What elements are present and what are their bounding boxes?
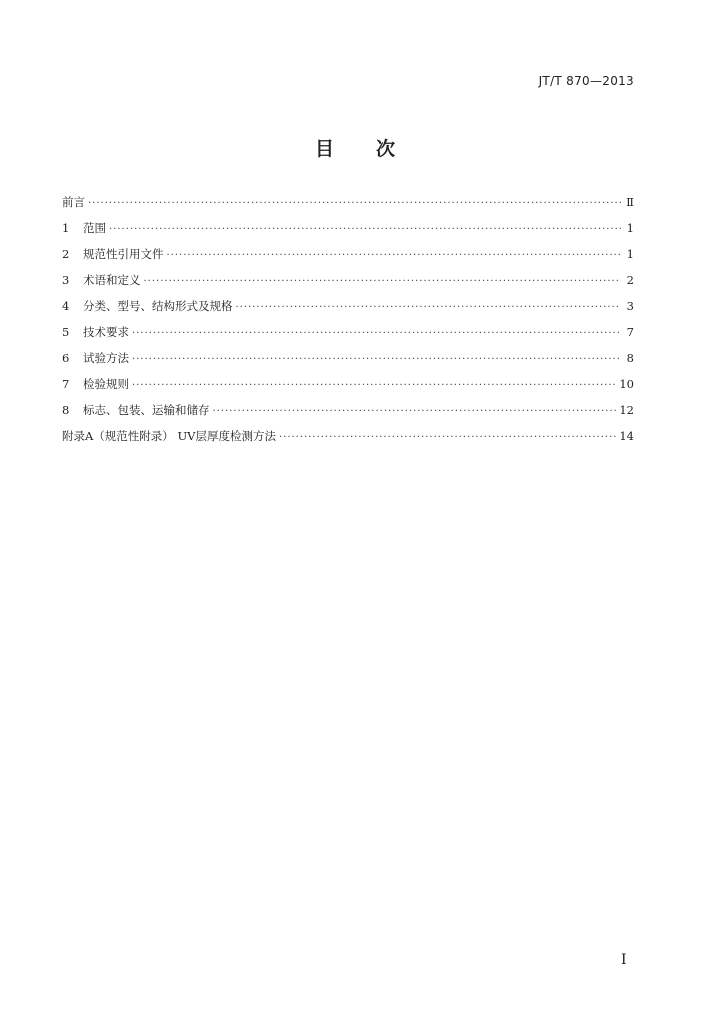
toc-entry-classification[interactable]: [62, 298, 634, 324]
toc-leader-dots: [132, 354, 621, 365]
page-title: 目次: [314, 138, 437, 160]
toc-leader-dots: [236, 302, 622, 313]
toc-entry-annex-a[interactable]: [62, 428, 634, 454]
toc-entry-number: 2: [62, 247, 70, 261]
toc-entry-label: 试验方法: [83, 351, 129, 365]
toc-entry-number: 3: [62, 273, 70, 287]
toc-entry-foreword[interactable]: [62, 194, 634, 220]
toc-entry-label: 技术要求: [83, 325, 129, 339]
toc-entry-page: 1: [626, 247, 634, 261]
toc-entry-page: 1: [626, 221, 634, 235]
toc-entry-page: 2: [626, 273, 634, 287]
toc-entry-page: 14: [619, 429, 634, 443]
toc-entry-scope[interactable]: [62, 220, 634, 246]
toc-entry-inspection-rules[interactable]: [62, 376, 634, 402]
toc-entry-page: 10: [619, 377, 634, 391]
toc-list: [62, 194, 634, 454]
toc-entry-terms-definitions[interactable]: [62, 272, 634, 298]
toc-entry-number: 5: [62, 325, 70, 339]
toc-entry-page: Ⅱ: [626, 195, 634, 209]
toc-entry-page: 12: [619, 403, 634, 417]
toc-entry-marking-packaging[interactable]: [62, 402, 634, 428]
toc-entry-label: 规范性引用文件: [83, 247, 164, 261]
toc-entry-page: 3: [626, 299, 634, 313]
toc-entry-label: 标志、包装、运输和储存: [83, 403, 210, 417]
page-number: Ⅰ: [621, 952, 627, 968]
toc-entry-number: 6: [62, 351, 70, 365]
toc-leader-dots: [132, 380, 616, 391]
toc-entry-label: 附录A（规范性附录） UV层厚度检测方法: [62, 429, 276, 443]
toc-leader-dots: [213, 406, 617, 417]
toc-entry-number: 4: [62, 299, 70, 313]
toc-entry-normative-references[interactable]: [62, 246, 634, 272]
toc-leader-dots: [109, 224, 621, 235]
toc-entry-label: 范围: [83, 221, 106, 235]
toc-entry-label: 检验规则: [83, 377, 129, 391]
toc-entry-test-methods[interactable]: [62, 350, 634, 376]
toc-entry-label: 前言: [62, 195, 85, 209]
toc-leader-dots: [144, 276, 622, 287]
toc-entry-number: 7: [62, 377, 70, 391]
toc-entry-number: 8: [62, 403, 70, 417]
toc-leader-dots: [167, 250, 622, 261]
toc-entry-number: 1: [62, 221, 70, 235]
toc-entry-label: 分类、型号、结构形式及规格: [83, 299, 233, 313]
toc-leader-dots: [132, 328, 621, 339]
toc-entry-page: 7: [626, 325, 634, 339]
toc-entry-page: 8: [626, 351, 634, 365]
toc-leader-dots: [88, 198, 621, 209]
toc-entry-label: 术语和定义: [83, 273, 141, 287]
toc-leader-dots: [279, 432, 616, 443]
toc-entry-technical-requirements[interactable]: [62, 324, 634, 350]
standard-code: JT/T 870—2013: [538, 74, 634, 88]
